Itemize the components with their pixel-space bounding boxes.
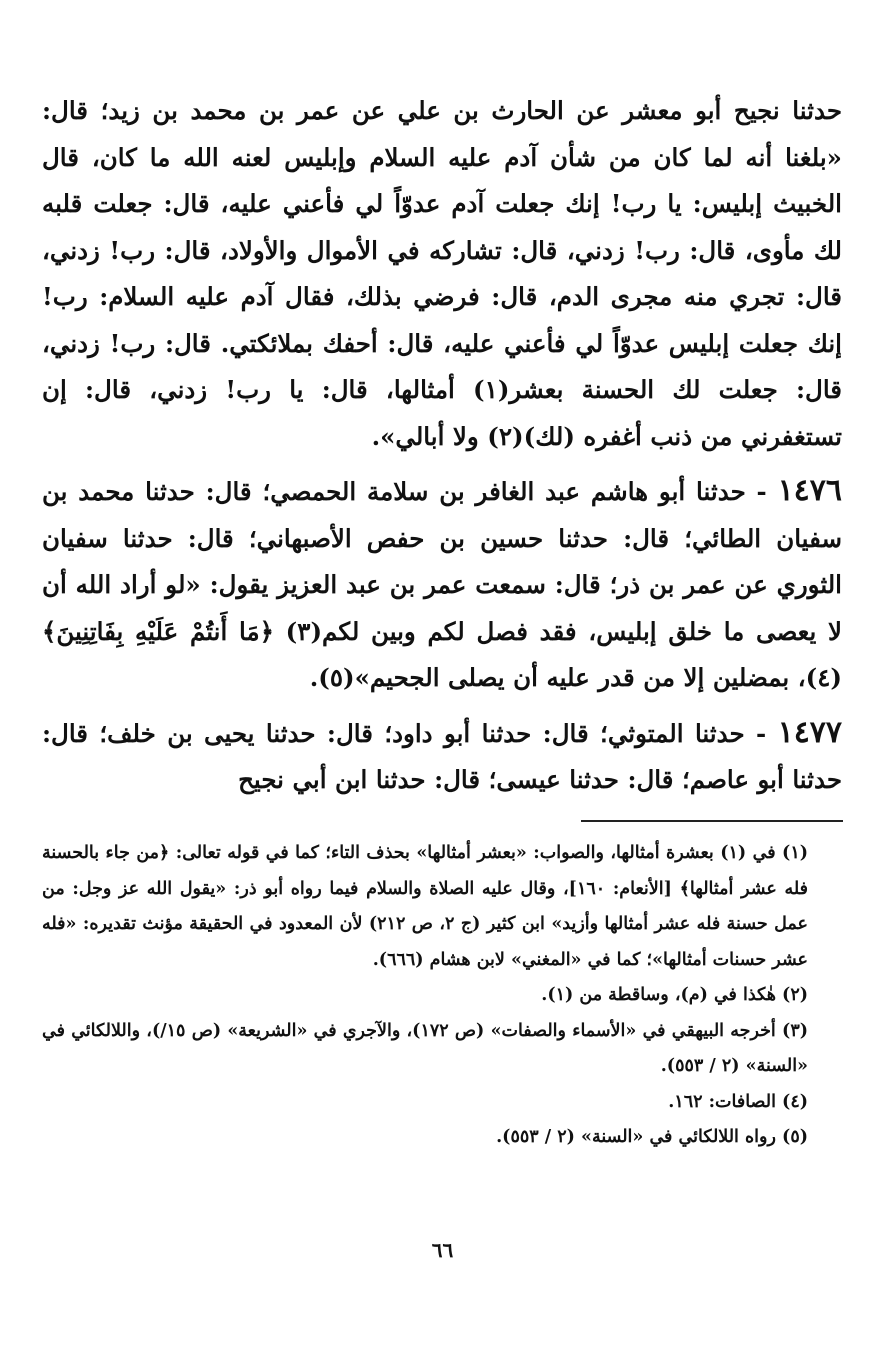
hadith-1477	[42, 710, 842, 804]
text-line: «بلغنا أنه لما كان من شأن آدم عليه السلام وإبليس لعنه الله ما كان، قال	[42, 142, 842, 172]
hadith-number: ١٤٧٧	[777, 714, 843, 750]
footnote-2	[42, 978, 842, 1014]
text-line: حدثنا سفيان الثوري عن عمر بن ذر؛ قال: سمعت عمر بن عبد العزيز يقول:	[42, 523, 842, 599]
text-line: الخبيث إبليس: يا رب! إنك جعلت آدم عدوّاً لي فأعني عليه، قال: جعلت	[93, 189, 842, 218]
text-line: قلبه لك مأوى، قال: رب! زدني، قال: تشاركه في الأموال والأولاد، قال: رب!	[42, 189, 843, 265]
text-line: «لو أراد الله أن لا يعصى ما خلق إبليس، فقد فصل لكم وبين لكم(٣) ﴿مَا أَنتُمْ	[42, 570, 843, 646]
text-line: يا رب! زدني، قال: إن تستغفرني من ذنب أغفره (لك)(٢) ولا أبالي».	[42, 375, 842, 451]
text-line: - حدثنا أبو هاشم عبد الغافر بن سلامة الحمصي؛ قال: حدثنا	[145, 477, 767, 506]
footnote-line: (١) في (١) بعشرة أمثالها، والصواب: «بعشر أمثالها» بحذف التاء؛ كما في قوله تعالى:	[175, 843, 808, 863]
page-number: ٦٦	[431, 1238, 454, 1262]
hadith-1476	[42, 468, 842, 702]
footnote-line: (٢) هٰكذا في (م)، وساقطة من (١).	[541, 985, 808, 1005]
footnote-line: في الحقيقة مؤنث تقديره: «فله عشر حسنات أمثالها»؛ كما في «المغني» لابن هشام (٦٦٦).	[42, 914, 808, 970]
text-line: محمد بن سفيان الطائي؛ قال: حدثنا حسين بن حفص الأصبهاني؛ قال:	[42, 477, 842, 553]
hadith-number: ١٤٧٦	[777, 473, 843, 508]
text-line: زدني، قال: تجري منه مجرى الدم، قال: فرضي بذلك، فقال آدم عليه	[42, 235, 843, 311]
footnote-separator	[581, 820, 843, 822]
footnote-line: (٥) رواه اللالكائي في «السنة» (٢ / ٥٥٣).	[496, 1127, 808, 1147]
footnotes	[42, 836, 842, 1156]
text-line: حدثنا نجيح أبو معشر عن الحارث بن علي عن عمر بن محمد بن زيد؛ قال:	[42, 96, 842, 125]
footnote-1	[42, 836, 842, 978]
text-line: السلام: رب! إنك جعلت إبليس عدوّاً لي فأعني عليه، قال: أحفك	[42, 282, 842, 358]
text-line: - حدثنا المتوثي؛ قال: حدثنا أبو داود؛ قال: حدثنا يحيى بن	[167, 718, 767, 748]
main-text	[42, 88, 842, 804]
footnote-line: ﴿من جاء بالحسنة فله عشر أمثالها﴾ [الأنعام: ١٦٠]، وقال عليه الصلاة والسلام فيما رواه أبو ذر:	[42, 843, 808, 899]
footnote-line: (٣) أخرجه البيهقي في «الأسماء والصفات» (ص ١٧٢)، والآجري في «الشريعة» (ص	[191, 1020, 809, 1041]
footnote-5	[42, 1120, 842, 1156]
footnote-4	[42, 1085, 842, 1121]
text-line: بملائكتي. قال: رب! زدني، قال: جعلت لك الحسنة بعشر(١) أمثالها، قال:	[42, 328, 843, 404]
text-line: عَلَيْهِ بِفَاتِنِينَ﴾(٤)، بمضلين إلا من قدر عليه أن يصلى الجحيم»(٥).	[42, 616, 842, 692]
text-line: خلف؛ قال: حدثنا أبو عاصم؛ قال: حدثنا عيسى؛ قال: حدثنا ابن أبي نجيح	[42, 718, 842, 794]
footnote-line: «يقول الله عز وجل: من عمل حسنة فله عشر أمثالها وأزيد» ابن كثير (ج ٢، ص ٢١٢) لأن المعدود	[42, 878, 808, 934]
paragraph-1	[42, 88, 842, 460]
footnote-line: ١٥/)، واللالكائي في «السنة» (٢ / ٥٥٣).	[42, 1020, 808, 1076]
footnote-3	[42, 1014, 842, 1085]
footnote-line: (٤) الصافات: ١٦٢.	[668, 1091, 808, 1112]
